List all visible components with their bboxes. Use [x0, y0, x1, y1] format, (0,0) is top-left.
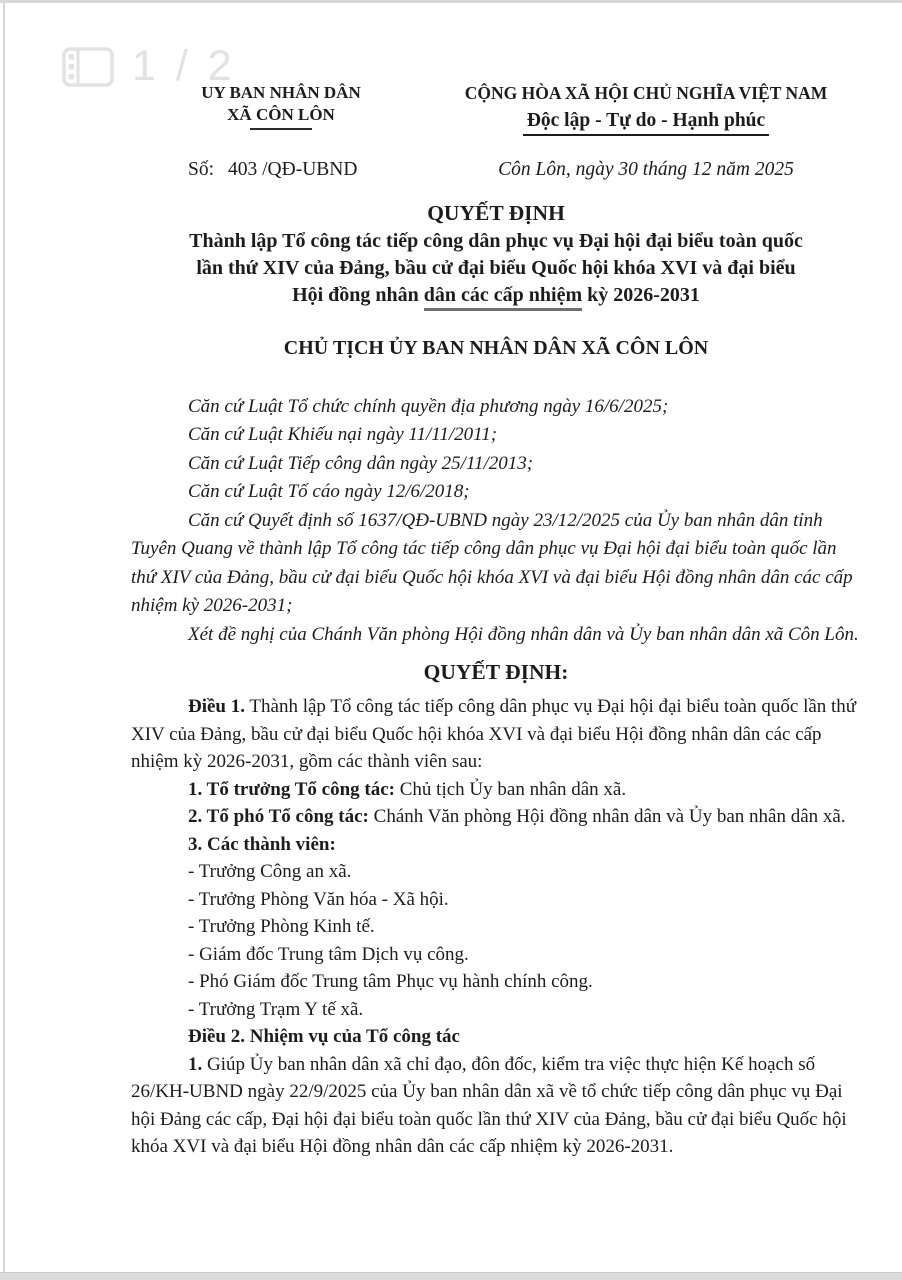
issuing-org-line1: UY BAN NHÂN DÂN: [201, 83, 361, 102]
article-paragraph: 3. Các thành viên:: [188, 833, 336, 855]
document-number: [131, 156, 431, 184]
article-list-item: - Phó Giám đốc Trung tâm Phục vụ hành chính công.: [188, 971, 593, 992]
article-list-item: - Trưởng Phòng Văn hóa - Xã hội.: [188, 888, 449, 910]
subject-line2: lần thứ XIV của Đảng, bầu cử đại biểu Quốc hội khóa XVI và đại biểu: [196, 256, 796, 279]
pages-icon: [62, 47, 114, 87]
article-list-item: - Trưởng Trạm Y tế xã.: [188, 998, 364, 1020]
issuing-authority-heading: CHỦ TỊCH ỦY BAN NHÂN DÂN XÃ CÔN LÔN: [283, 336, 709, 359]
national-motto: Độc lập - Tự do - Hạnh phúc: [523, 108, 769, 136]
page-indicator-label: 1 / 2: [132, 42, 236, 90]
document-number-label: Số:: [188, 159, 215, 180]
subject-line3-post: kỳ 2026-2031: [582, 283, 700, 306]
document-meta-row: [131, 156, 861, 184]
preamble-paragraph: Xét đề nghị của Chánh Văn phòng Hội đồng nhân dân và Ủy ban nhân dân xã Côn Lôn.: [188, 623, 859, 645]
national-title: CỘNG HÒA XÃ HỘI CHỦ NGHĨA VIỆT NAM: [464, 83, 828, 103]
article-paragraph: 2. Tổ phó Tổ công tác: Chánh Văn phòng Hội đồng nhân dân và Ủy ban nhân dân xã.: [188, 806, 846, 827]
issuing-org-underline: [250, 128, 312, 130]
preamble-section: [131, 393, 861, 650]
document-number-value: 403 /QĐ-UBND: [228, 159, 358, 180]
issuing-org-line2: XÃ CÔN LÔN: [227, 105, 335, 124]
preamble-paragraph: Căn cứ Luật Khiếu nại ngày 11/11/2011;: [188, 424, 498, 445]
article-list-item: - Trưởng Công an xã.: [188, 861, 352, 882]
articles-section: [131, 693, 861, 1161]
subject-line3-underlined: dân các cấp nhiệm: [424, 284, 582, 311]
title-block: [131, 198, 861, 361]
article-list-item: - Giám đốc Trung tâm Dịch vụ công.: [188, 943, 469, 965]
preamble-paragraph: Căn cứ Luật Tổ chức chính quyền địa phương ngày 16/6/2025;: [188, 395, 669, 417]
document-page: [131, 82, 861, 1161]
document-header: [131, 82, 861, 136]
preamble-paragraph: Căn cứ Luật Tố cáo ngày 12/6/2018;: [188, 481, 470, 502]
issuing-org-block: [131, 82, 431, 136]
document-subject: [131, 228, 861, 311]
article-paragraph: Điều 2. Nhiệm vụ của Tổ công tác: [188, 1026, 460, 1047]
subject-line3-pre: Hội đồng nhân: [292, 283, 424, 306]
place-and-date: Côn Lôn, ngày 30 tháng 12 năm 2025: [498, 159, 794, 180]
preamble-paragraph: Căn cứ Quyết định số 1637/QĐ-UBND ngày 23/12/2025 của Ủy ban nhân dân tỉnh Tuyên Quang về thành lập Tổ công tác tiếp công dân phục vụ Đại hội đại biểu toàn quốc lần thứ XIV của Đảng, bầu cử đại biểu Quốc hội khóa XVI và đại biểu Hội đồng nhân dân các cấp nhiệm kỳ 2026-2031;: [131, 509, 853, 616]
page-top-edge: [0, 0, 902, 3]
document-type-heading: QUYẾT ĐỊNH: [427, 200, 565, 225]
article-paragraph: Điều 1. Thành lập Tổ công tác tiếp công dân phục vụ Đại hội đại biểu toàn quốc lần thứ XIV của Đảng, bầu cử đại biểu Quốc hội khóa XVI và đại biểu Hội đồng nhân dân các cấp nhiệm kỳ 2026-2031, gồm các thành viên sau:: [131, 696, 857, 772]
national-motto-block: [431, 82, 861, 136]
article-paragraph: 1. Giúp Ủy ban nhân dân xã chỉ đạo, đôn đốc, kiểm tra việc thực hiện Kế hoạch số 26/KH-UBND ngày 22/9/2025 của Ủy ban nhân dân xã về tổ chức tiếp công dân phục vụ Đại hội Đảng các cấp, Đại hội đại biểu toàn quốc lần thứ XIV của Đảng, bầu cử đại biểu Quốc hội khóa XVI và đại biểu Hội đồng nhân dân các cấp nhiệm kỳ 2026-2031.: [131, 1053, 847, 1157]
article-list-item: - Trưởng Phòng Kinh tế.: [188, 916, 375, 937]
article-paragraph: 1. Tổ trưởng Tổ công tác: Chủ tịch Ủy ban nhân dân xã.: [188, 778, 627, 800]
page-left-edge: [3, 3, 5, 1272]
preamble-paragraph: Căn cứ Luật Tiếp công dân ngày 25/11/2013;: [188, 452, 534, 474]
subject-line1: Thành lập Tổ công tác tiếp công dân phục vụ Đại hội đại biểu toàn quốc: [189, 229, 803, 252]
decision-heading: QUYẾT ĐỊNH:: [423, 660, 569, 684]
page-bottom-gap: [0, 1272, 902, 1280]
